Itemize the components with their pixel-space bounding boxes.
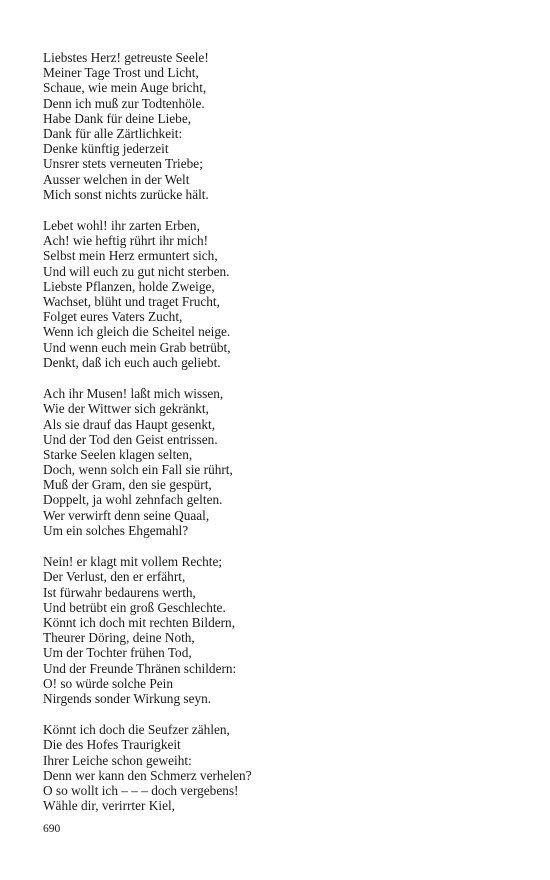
- verse-line: Unsrer stets verneuten Triebe;: [43, 156, 203, 172]
- verse-line: Ach ihr Musen! laßt mich wissen,: [43, 386, 224, 402]
- verse-line: Um der Tochter frühen Tod,: [43, 645, 192, 661]
- verse-line: Wie der Wittwer sich gekränkt,: [43, 401, 209, 417]
- verse-line: Ach! wie heftig rührt ihr mich!: [43, 233, 209, 249]
- verse-line: Theurer Döring, deine Noth,: [43, 630, 195, 646]
- verse-line: O so wollt ich – – – doch vergebens!: [43, 783, 239, 798]
- verse-line: Meiner Tage Trost und Licht,: [43, 65, 199, 81]
- verse-line: Liebstes Herz! getreuste Seele!: [43, 50, 209, 65]
- verse-line: Denke künftig jederzeit: [43, 141, 169, 157]
- verse-line: Und will euch zu gut nicht sterben.: [43, 263, 230, 279]
- stanza: [43, 218, 523, 370]
- verse-line: Wachset, blüht und traget Frucht,: [43, 294, 220, 309]
- verse-line: Ausser welchen in der Welt: [43, 171, 190, 187]
- verse-line: Nirgends sonder Wirkung seyn.: [43, 690, 212, 706]
- verse-line: Denkt, daß ich euch auch geliebt.: [43, 354, 221, 370]
- page-number: 690: [43, 823, 61, 835]
- stanza: [43, 50, 523, 202]
- verse-line: Starke Seelen klagen selten,: [43, 446, 193, 462]
- verse-line: Wähle dir, verirrter Kiel,: [43, 798, 176, 814]
- verse-line: Könnt ich doch die Seufzer zählen,: [43, 722, 230, 738]
- verse-line: Nein! er klagt mit vollem Rechte;: [43, 554, 223, 570]
- verse-line: Folget eures Vaters Zucht,: [43, 309, 183, 325]
- verse-line: Der Verlust, den er erfährt,: [43, 569, 186, 585]
- verse-line: Und der Freunde Thränen schildern:: [43, 660, 237, 676]
- verse-line: Die des Hofes Traurigkeit: [43, 737, 181, 753]
- verse-line: Ihrer Leiche schon geweiht:: [43, 752, 192, 768]
- verse-line: Und der Tod den Geist entrissen.: [43, 431, 218, 447]
- stanza: [43, 554, 523, 706]
- verse-line: Mich sonst nichts zurücke hält.: [43, 186, 209, 202]
- verse-line: Wer verwirft denn seine Quaal,: [43, 507, 210, 523]
- verse-line: Und wenn euch mein Grab betrübt,: [43, 339, 231, 355]
- verse-line: Liebste Pflanzen, holde Zweige,: [43, 278, 215, 294]
- verse-line: Schaue, wie mein Auge bricht,: [43, 80, 207, 96]
- verse-line: Könnt ich doch mit rechten Bildern,: [43, 614, 236, 630]
- verse-line: Um ein solches Ehgemahl?: [43, 522, 189, 538]
- poem-text: [43, 50, 523, 830]
- verse-line: Wenn ich gleich die Scheitel neige.: [43, 324, 231, 340]
- verse-line: Denn wer kann den Schmerz verhelen?: [43, 767, 252, 783]
- verse-line: Denn ich muß zur Todtenhöle.: [43, 95, 205, 111]
- verse-line: Doch, wenn solch ein Fall sie rührt,: [43, 462, 233, 478]
- verse-line: Habe Dank für deine Liebe,: [43, 110, 192, 126]
- verse-line: Selbst mein Herz ermuntert sich,: [43, 248, 218, 264]
- stanza: [43, 386, 523, 538]
- verse-line: Muß der Gram, den sie gespürt,: [43, 477, 212, 493]
- verse-line: Als sie drauf das Haupt gesenkt,: [43, 416, 216, 432]
- verse-line: Doppelt, ja wohl zehnfach gelten.: [43, 492, 223, 508]
- verse-line: Lebet wohl! ihr zarten Erben,: [43, 218, 200, 234]
- verse-line: Dank für alle Zärtlichkeit:: [43, 125, 183, 141]
- verse-line: Ist fürwahr bedaurens werth,: [43, 584, 196, 600]
- stanza: [43, 722, 523, 813]
- verse-line: O! so würde solche Pein: [43, 675, 173, 691]
- verse-line: Und betrübt ein groß Geschlechte.: [43, 599, 226, 615]
